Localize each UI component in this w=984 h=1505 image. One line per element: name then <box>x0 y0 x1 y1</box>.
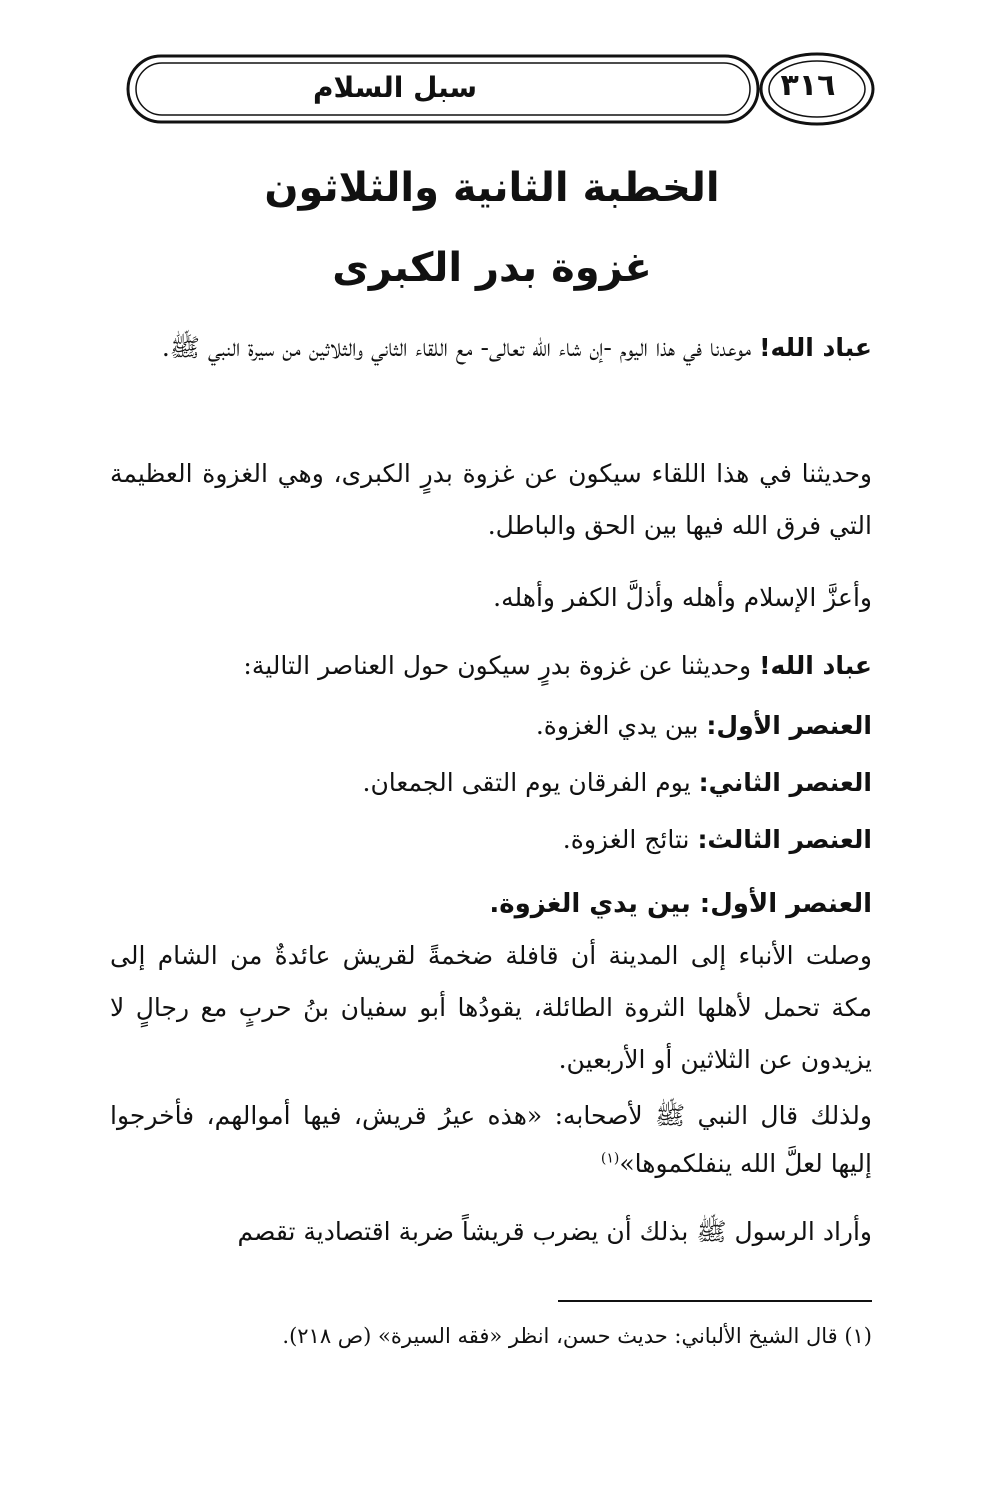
paragraph-label: عباد الله! <box>759 333 872 362</box>
paragraph-text: وحديثنا عن غزوة بدرٍ سيكون حول العناصر التالية: <box>243 651 760 680</box>
element-text: بين يدي الغزوة. <box>535 711 707 740</box>
paragraph-label: عباد الله! <box>759 651 872 680</box>
paragraph-caravan: وصلت الأنباء إلى المدينة أن قافلة ضخمةً لقريش عائدةٌ من الشام إلى مكة تحمل لأهلها الثروة الطائلة، يقودُها أبو سفيان بنُ حربٍ مع رجالٍ لا يزيدون عن الثلاثين أو الأربعين. <box>110 941 872 1074</box>
paragraph-text: ولذلك قال النبي ﷺ لأصحابه: «هذه عيرُ قريش، فيها أموالهم، فأخرجوا إليها لعلَّ الله ينفلكموها» <box>110 1101 872 1178</box>
section-heading: العنصر الأول: بين يدي الغزوة. <box>489 889 872 919</box>
sermon-subtitle: غزوة بدر الكبرى <box>332 245 652 291</box>
element-label: العنصر الأول: <box>706 711 872 740</box>
footnote-reference[interactable]: (١) <box>600 1150 620 1167</box>
page-number: ٣١٦ <box>780 68 836 103</box>
paragraph-hadith <box>110 1092 872 1188</box>
element-item-2 <box>110 757 872 809</box>
element-text: يوم الفرقان يوم التقى الجمعان. <box>362 768 699 797</box>
paragraph-topic: وحديثنا في هذا اللقاء سيكون عن غزوة بدرٍ الكبرى، وهي الغزوة العظيمة التي فرق الله فيها بين الحق والباطل. <box>110 459 872 540</box>
footnote: (١) قال الشيخ الألباني: حديث حسن، انظر «فقه السيرة» (ص ٢١٨). <box>282 1324 872 1348</box>
paragraph-elements-intro <box>110 640 872 692</box>
element-label: العنصر الثاني: <box>698 768 872 797</box>
paragraph-economic: وأراد الرسول ﷺ بذلك أن يضرب قريشاً ضربة اقتصادية تقصم <box>237 1217 872 1246</box>
footnote-divider <box>558 1300 872 1302</box>
sermon-title: الخطبة الثانية والثلاثون <box>264 165 720 211</box>
element-label: العنصر الثالث: <box>697 825 872 854</box>
paragraph-glory: وأعزَّ الإسلام وأهله وأذلَّ الكفر وأهله. <box>493 583 872 612</box>
paragraph-text: موعدنا في هذا اليوم -إن شاء الله تعالى- مع اللقاء الثاني والثلاثين من سيرة النبي ﷺ. <box>161 333 760 362</box>
element-item-1 <box>110 700 872 752</box>
book-title: سبل السلام <box>312 71 478 104</box>
element-text: نتائج الغزوة. <box>562 825 698 854</box>
paragraph-intro <box>110 322 872 374</box>
page-header <box>125 48 877 132</box>
element-item-3 <box>110 814 872 866</box>
